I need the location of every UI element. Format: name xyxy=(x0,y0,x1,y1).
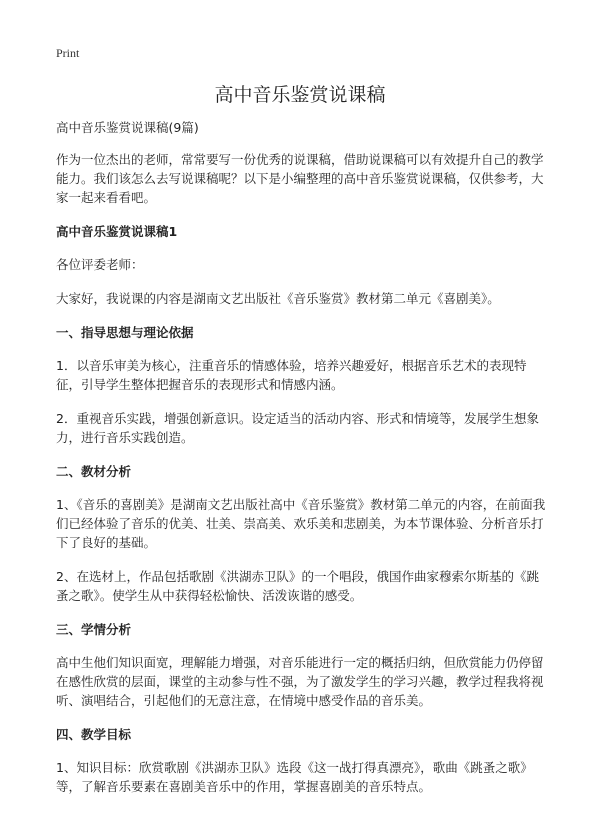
article-body xyxy=(56,118,548,811)
heading-textbook-analysis: 二、教材分析 xyxy=(56,464,132,479)
heading-student-analysis: 三、学情分析 xyxy=(56,622,132,637)
student-paragraph-1: 高中生他们知识面宽，理解能力增强，对音乐能进行一定的概括归纳，但欣赏能力仍停留在感性欣赏的层面，课堂的主动参与性不强，为了激发学生的学习兴趣，教学过程我将视听、演唱结合，引起他们的无意注意，在情境中感受作品的音乐美。 xyxy=(56,655,544,708)
greeting-paragraph: 各位评委老师： xyxy=(56,257,144,272)
intro-paragraph: 作为一位杰出的老师，常常要写一份优秀的说课稿，借助说课稿可以有效提升自己的教学能力。我们该怎么去写说课稿呢？以下是小编整理的高中音乐鉴赏说课稿，仅供参考，大家一起来看看吧。 xyxy=(56,152,544,205)
page-title: 高中音乐鉴赏说课稿 xyxy=(214,84,386,106)
textbook-paragraph-2: 2、在选材上，作品包括歌剧《洪湖赤卫队》的一个唱段，俄国作曲家穆索尔斯基的《跳蚤之歌》。使学生从中获得轻松愉快、活泼诙谐的感受。 xyxy=(56,569,539,603)
goals-paragraph-1: 1、知识目标：欣赏歌剧《洪湖赤卫队》选段《这一战打得真漂亮》，歌曲《跳蚤之歌》等，了解音乐要素在喜剧美音乐中的作用，掌握喜剧美的音乐特点。 xyxy=(56,760,533,794)
doc-subtitle: 高中音乐鉴赏说课稿(9篇) xyxy=(56,120,199,135)
heading-teaching-goals: 四、教学目标 xyxy=(56,727,132,742)
textbook-paragraph-1: 1、《音乐的喜剧美》是湖南文艺出版社高中《音乐鉴赏》教材第二单元的内容，在前面我们已经体验了音乐的优美、壮美、崇高美、欢乐美和悲剧美，为本节课体验、分析音乐打下了良好的基础。 xyxy=(56,497,546,550)
guiding-paragraph-1: 1．以音乐审美为核心，注重音乐的情感体验，培养兴趣爱好，根据音乐艺术的表现特征，引导学生整体把握音乐的表现形式和情感内涵。 xyxy=(56,358,527,392)
guiding-paragraph-2: 2．重视音乐实践，增强创新意识。设定适当的活动内容、形式和情境等，发展学生想象力，进行音乐实践创造。 xyxy=(56,411,539,445)
heading-guiding-thought: 一、指导思想与理论依据 xyxy=(56,325,194,340)
print-link[interactable]: Print xyxy=(56,46,80,60)
section-title: 高中音乐鉴赏说课稿1 xyxy=(56,224,178,239)
opening-paragraph: 大家好，我说课的内容是湖南文艺出版社《音乐鉴赏》教材第二单元《喜剧美》。 xyxy=(56,291,500,306)
